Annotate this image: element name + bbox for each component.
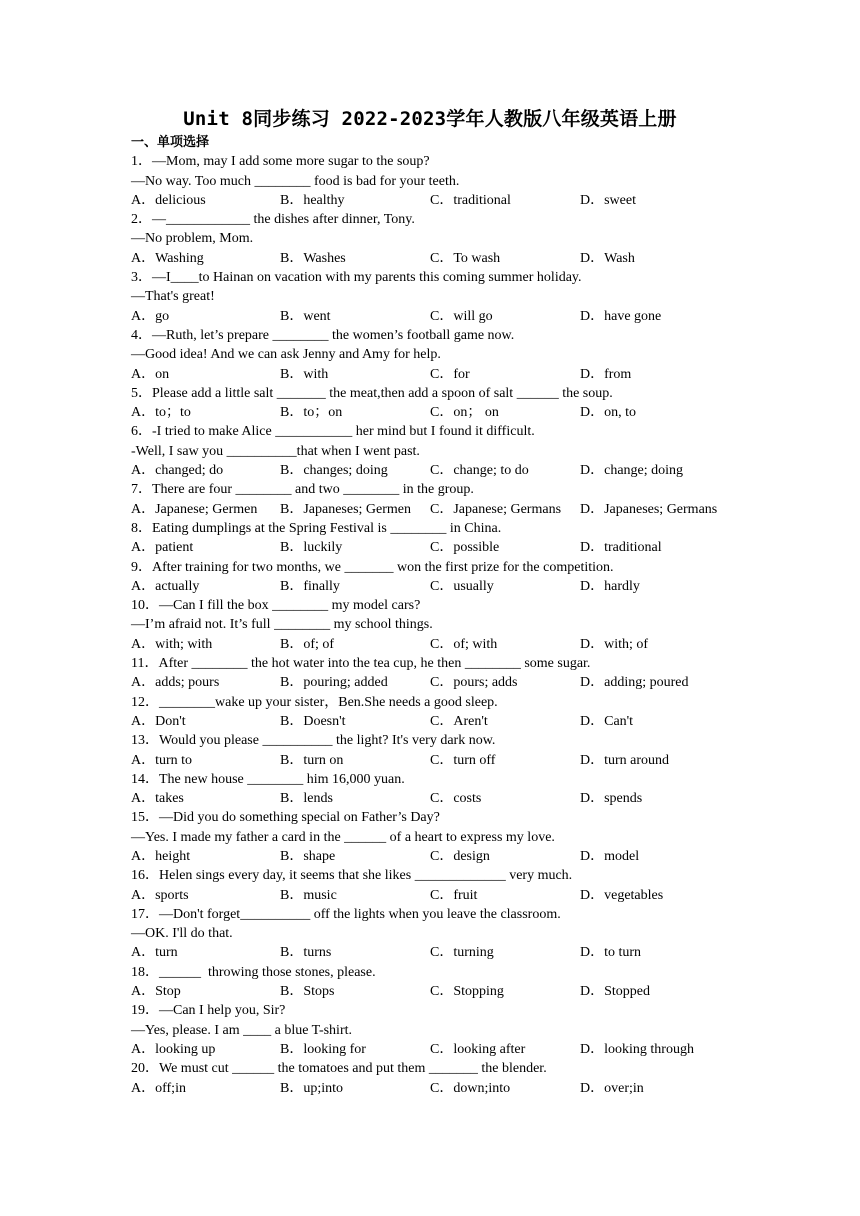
answer-option-a: A．takes [131,791,184,807]
question-block [131,654,831,693]
answer-option-d: D．Stopped [580,984,650,1000]
answer-option-b: B．finally [280,578,340,594]
question-dialogue-line: —No problem, Mom. [131,231,254,247]
answer-option-c: C．To wash [430,250,501,266]
answer-options [131,982,831,1001]
answer-option-c: C．Aren't [430,713,488,729]
question-block [131,963,831,1002]
page-title: Unit 8同步练习 2022-2023学年人教版八年级英语上册 [183,108,677,130]
answer-option-b: B．lends [280,791,333,807]
answer-option-a: A．go [131,308,170,324]
answer-options [131,943,831,962]
question-block [131,693,831,732]
answer-option-d: D．turn around [580,752,670,768]
question-block [131,731,831,770]
question-text: 7．There are four ________ and two ________ in the group. [131,482,474,498]
answer-option-c: C．looking after [430,1041,526,1057]
answer-option-d: D．vegetables [580,887,664,903]
answer-option-a: A．Japanese; Germen [131,501,258,517]
answer-option-d: D．spends [580,791,643,807]
answer-options [131,538,831,557]
answer-option-d: D．Japaneses; Germans [580,501,718,517]
question-dialogue-line: —No way. Too much ________ food is bad for your teeth. [131,173,460,189]
answer-option-c: C．turning [430,945,494,961]
answer-option-a: A．on [131,366,170,382]
section-heading: 一、单项选择 [131,135,210,150]
answer-options [131,577,831,596]
answer-option-a: A．delicious [131,192,206,208]
answer-option-d: D．traditional [580,540,662,556]
answer-option-d: D．over;in [580,1080,644,1096]
question-text: 9．After training for two months, we _______ won the first prize for the competition. [131,559,614,575]
answer-option-b: B．changes; doing [280,463,388,479]
answer-option-a: A．Washing [131,250,204,266]
answer-option-d: D．with; of [580,636,649,652]
question-text: 10．—Can I fill the box ________ my model cars? [131,598,421,614]
question-block [131,384,831,423]
answer-option-a: A．off;in [131,1080,186,1096]
answer-options [131,500,831,519]
answer-option-b: B．music [280,887,337,903]
answer-option-b: B．shape [280,848,336,864]
answer-option-a: A．adds; pours [131,675,220,691]
answer-option-a: A．looking up [131,1041,216,1057]
question-text: 16．Helen sings every day, it seems that she likes _____________ very much. [131,868,573,884]
answer-options [131,1040,831,1059]
answer-option-b: B．healthy [280,192,345,208]
question-dialogue-line: —Yes. I made my father a card in the ______ of a heart to express my love. [131,829,555,845]
answer-options [131,789,831,808]
question-block [131,1001,831,1059]
answer-option-c: C．possible [430,540,500,556]
question-text: 6．-I tried to make Alice ___________ her mind but I found it difficult. [131,424,535,440]
answer-option-d: D．model [580,848,640,864]
answer-option-b: B．turns [280,945,332,961]
answer-option-b: B．to；on [280,405,343,421]
question-dialogue-line: —That's great! [131,289,215,305]
answer-option-a: A．to；to [131,405,191,421]
question-block [131,268,831,326]
answer-option-d: D．from [580,366,632,382]
question-text: 14．The new house ________ him 16,000 yuan. [131,771,405,787]
answer-options [131,1079,831,1098]
question-block [131,422,831,480]
answer-option-a: A．sports [131,887,189,903]
answer-option-a: A．changed; do [131,463,224,479]
question-text: 12．________wake up your sister，Ben.She needs a good sleep. [131,694,498,710]
answer-option-c: C．costs [430,791,482,807]
answer-option-b: B．of; of [280,636,335,652]
question-text: 1．—Mom, may I add some more sugar to the soup? [131,154,430,170]
question-text: 2．—____________ the dishes after dinner, Tony. [131,212,415,228]
answer-option-c: C．design [430,848,490,864]
answer-option-c: C．for [430,366,470,382]
answer-option-c: C．Stopping [430,984,504,1000]
answer-option-d: D．to turn [580,945,642,961]
answer-option-b: B．went [280,308,331,324]
question-block [131,596,831,654]
question-text: 4．—Ruth, let’s prepare ________ the women’s football game now. [131,327,515,343]
answer-option-d: D．have gone [580,308,662,324]
question-block [131,152,831,210]
answer-option-a: A．turn to [131,752,193,768]
question-block [131,480,831,519]
answer-option-d: D．Wash [580,250,635,266]
answer-option-a: A．actually [131,578,200,594]
answer-options [131,673,831,692]
answer-option-d: D．hardly [580,578,640,594]
answer-option-b: B．looking for [280,1041,366,1057]
question-block [131,866,831,905]
question-list [131,133,831,1098]
answer-options [131,886,831,905]
answer-option-b: B．Stops [280,984,335,1000]
question-block [131,770,831,809]
question-dialogue-line: —Yes, please. I am ____ a blue T-shirt. [131,1022,352,1038]
answer-option-a: A．height [131,848,191,864]
question-text: 5．Please add a little salt _______ the meat,then add a spoon of salt ______ the soup. [131,385,613,401]
question-text: 13．Would you please __________ the light? It's very dark now. [131,733,496,749]
question-block [131,519,831,558]
answer-options [131,249,831,268]
question-dialogue-line: -Well, I saw you __________that when I went past. [131,443,420,459]
answer-option-b: B．luckily [280,540,343,556]
question-dialogue-line: —OK. I'll do that. [131,926,233,942]
answer-options [131,307,831,326]
answer-option-b: B．with [280,366,329,382]
answer-option-b: B．Doesn't [280,713,346,729]
answer-option-d: D．Can't [580,713,634,729]
answer-option-c: C．on； on [430,405,499,421]
answer-option-b: B．Japaneses; Germen [280,501,412,517]
answer-option-a: A．turn [131,945,178,961]
question-block [131,558,831,597]
answer-option-d: D．looking through [580,1041,694,1057]
answer-option-c: C．will go [430,308,493,324]
answer-option-b: B．turn on [280,752,344,768]
answer-option-b: B．pouring; added [280,675,388,691]
answer-option-c: C．pours; adds [430,675,518,691]
answer-option-c: C．turn off [430,752,496,768]
answer-options [131,191,831,210]
question-dialogue-line: —I’m afraid not. It’s full ________ my school things. [131,617,433,633]
question-dialogue-line: —Good idea! And we can ask Jenny and Amy for help. [131,347,441,363]
answer-option-d: D．sweet [580,192,636,208]
answer-option-a: A．with; with [131,636,213,652]
answer-option-b: B．up;into [280,1080,344,1096]
question-block [131,210,831,268]
answer-option-d: D．adding; poured [580,675,689,691]
answer-option-a: A．patient [131,540,194,556]
question-block [131,1059,831,1098]
question-text: 3．—I____to Hainan on vacation with my parents this coming summer holiday. [131,270,582,286]
answer-options [131,403,831,422]
answer-options [131,751,831,770]
answer-option-c: C．change; to do [430,463,529,479]
answer-option-c: C．usually [430,578,494,594]
answer-option-c: C．down;into [430,1080,511,1096]
question-text: 17．—Don't forget__________ off the lights when you leave the classroom. [131,906,561,922]
question-text: 18．______ throwing those stones, please. [131,964,376,980]
answer-options [131,635,831,654]
answer-option-a: A．Stop [131,984,181,1000]
question-block [131,326,831,384]
answer-options [131,461,831,480]
question-text: 20．We must cut ______ the tomatoes and put them _______ the blender. [131,1061,547,1077]
answer-option-b: B．Washes [280,250,346,266]
question-text: 11．After ________ the hot water into the tea cup, he then ________ some sugar. [131,656,591,672]
question-block [131,808,831,866]
answer-option-c: C．traditional [430,192,511,208]
question-text: 19．—Can I help you, Sir? [131,1003,286,1019]
answer-options [131,847,831,866]
answer-option-a: A．Don't [131,713,186,729]
answer-option-c: C．Japanese; Germans [430,501,562,517]
question-text: 15．—Did you do something special on Father’s Day? [131,810,440,826]
question-block [131,905,831,963]
answer-options [131,365,831,384]
question-text: 8．Eating dumplings at the Spring Festival is ________ in China. [131,520,502,536]
answer-option-c: C．fruit [430,887,478,903]
answer-option-d: D．change; doing [580,463,684,479]
answer-options [131,712,831,731]
answer-option-c: C．of; with [430,636,498,652]
answer-option-d: D．on, to [580,405,636,421]
